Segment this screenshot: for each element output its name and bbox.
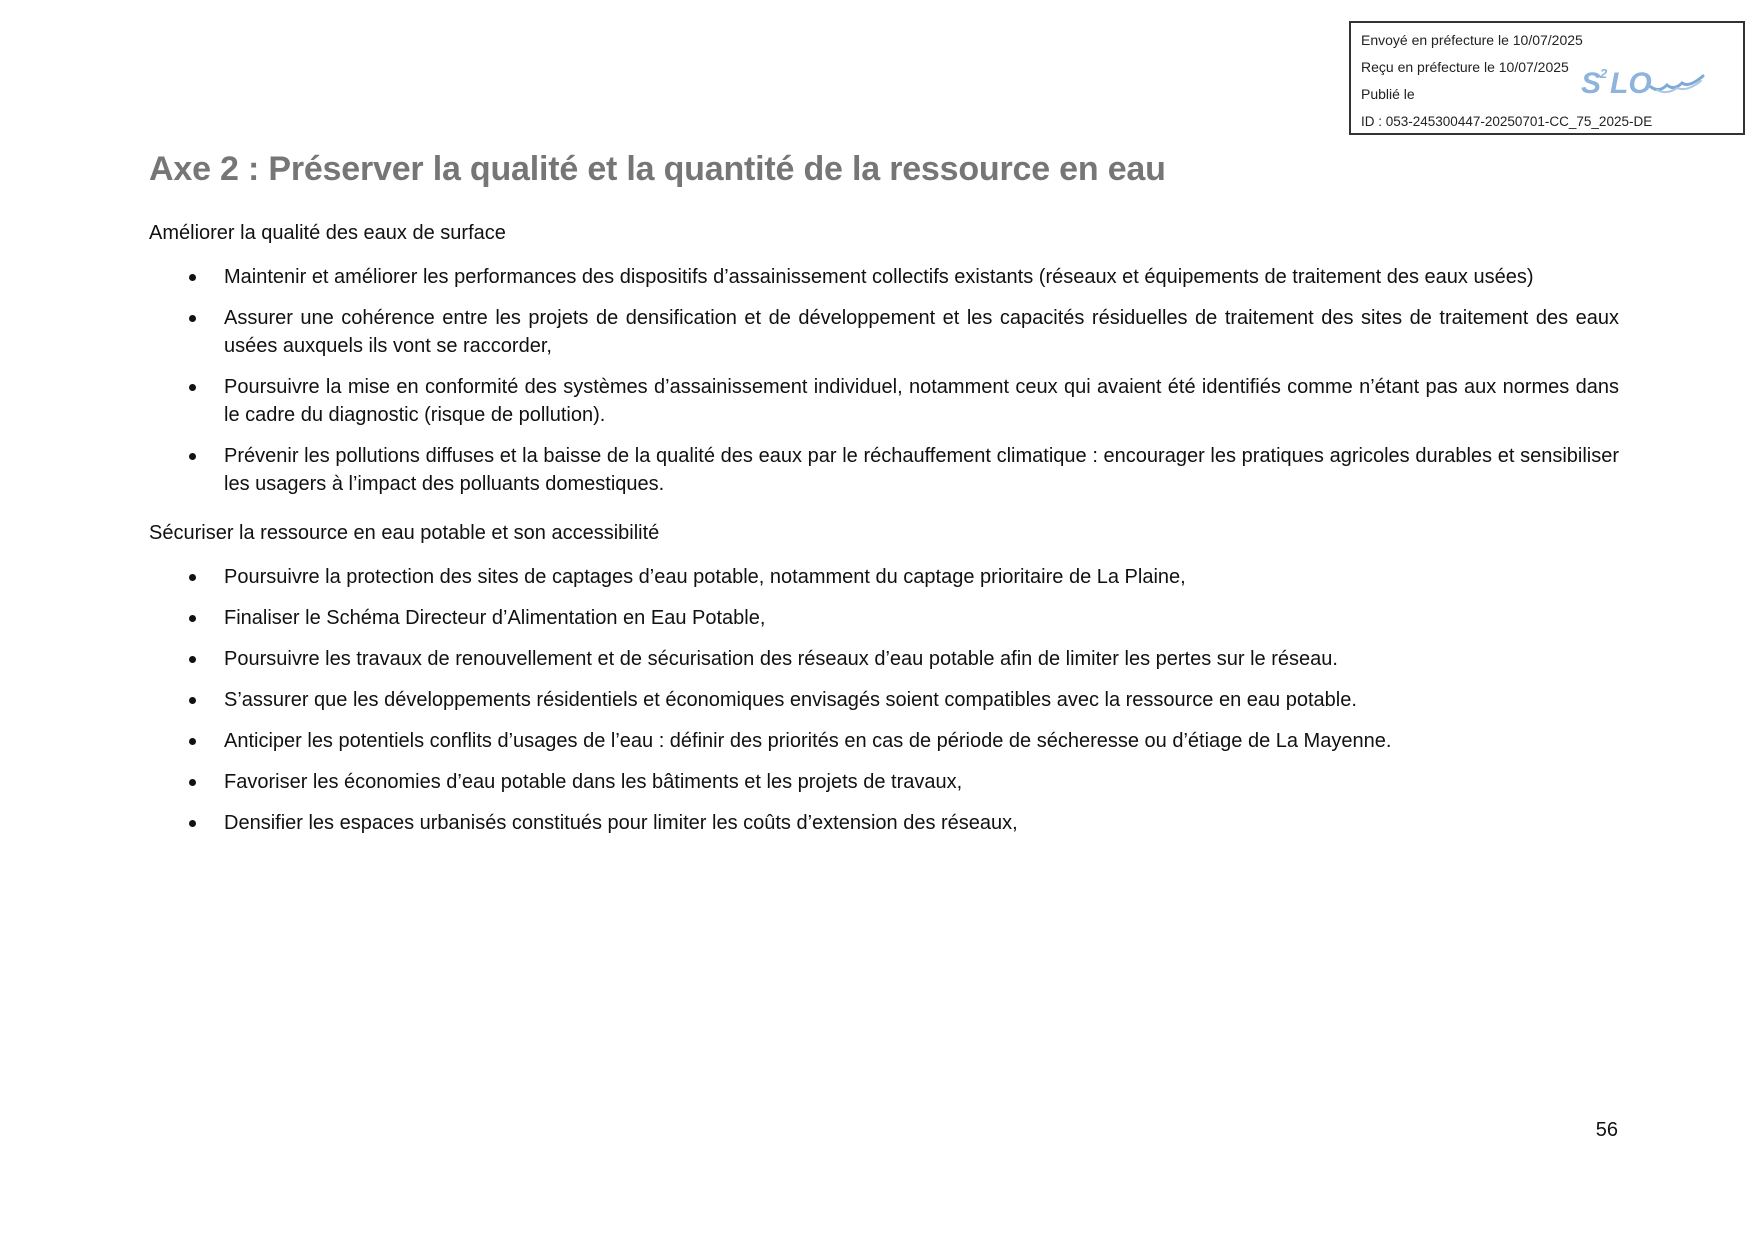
bullet-icon: [189, 574, 196, 581]
section-heading-drinking-water: Sécuriser la ressource en eau potable et son accessibilité: [149, 522, 660, 544]
bullet-icon: [189, 656, 196, 663]
list-item: [149, 563, 1619, 591]
list-item-text: S’assurer que les développements résidentiels et économiques envisagés soient compatibles avec la ressource en eau potable.: [224, 689, 1357, 711]
list-item: [149, 442, 1619, 498]
svg-text:S: S: [1581, 67, 1602, 100]
bullet-icon: [189, 453, 196, 460]
stamp-received-date: Reçu en préfecture le 10/07/2025: [1361, 59, 1569, 75]
list-item-text: Densifier les espaces urbanisés constitués pour limiter les coûts d’extension des réseaux,: [224, 812, 1018, 834]
s2lo-logo-icon: [1579, 63, 1709, 101]
section-heading-surface-water: Améliorer la qualité des eaux de surface: [149, 222, 506, 244]
stamp-published: Publié le: [1361, 86, 1415, 102]
page-number: 56: [1595, 1119, 1618, 1141]
bullet-list-drinking-water: [149, 563, 1619, 850]
list-item-text: Poursuivre la protection des sites de captages d’eau potable, notamment du captage prioritaire de La Plaine,: [224, 566, 1186, 588]
bullet-icon: [189, 384, 196, 391]
page-title: Axe 2 : Préserver la qualité et la quantité de la ressource en eau: [149, 150, 1166, 188]
list-item: [149, 604, 1619, 632]
list-item-text: Maintenir et améliorer les performances des dispositifs d’assainissement collectifs existants (réseaux et équipements de traitement des eaux usées): [224, 266, 1534, 288]
bullet-icon: [189, 697, 196, 704]
svg-text:2: 2: [1600, 66, 1608, 81]
list-item-text: Poursuivre les travaux de renouvellement et de sécurisation des réseaux d’eau potable afin de limiter les pertes sur le réseau.: [224, 648, 1338, 670]
list-item-text: Assurer une cohérence entre les projets de densification et de développement et les capacités résiduelles de traitement des sites de traitement des eaux usées auxquels ils vont se raccorder,: [224, 307, 1619, 357]
list-item-text: Finaliser le Schéma Directeur d’Alimentation en Eau Potable,: [224, 607, 766, 629]
list-item-text: Favoriser les économies d’eau potable dans les bâtiments et les projets de travaux,: [224, 771, 963, 793]
list-item-text: Prévenir les pollutions diffuses et la baisse de la qualité des eaux par le réchauffement climatique : encourager les pratiques agricoles durables et sensibiliser les usagers à l’impact des polluants domestiques.: [224, 445, 1619, 495]
bullet-icon: [189, 779, 196, 786]
list-item: [149, 645, 1619, 673]
bullet-icon: [189, 315, 196, 322]
stamp-sent-date: Envoyé en préfecture le 10/07/2025: [1361, 32, 1583, 48]
bullet-icon: [189, 274, 196, 281]
list-item: [149, 809, 1619, 837]
bullet-list-surface-water: [149, 263, 1619, 511]
bullet-icon: [189, 738, 196, 745]
bullet-icon: [189, 615, 196, 622]
list-item: [149, 768, 1619, 796]
list-item: [149, 727, 1619, 755]
list-item-text: Anticiper les potentiels conflits d’usages de l’eau : définir des priorités en cas de période de sécheresse ou d’étiage de La Mayenne.: [224, 730, 1392, 752]
list-item: [149, 373, 1619, 429]
list-item-text: Poursuivre la mise en conformité des systèmes d’assainissement individuel, notamment ceux qui avaient été identifiés comme n’étant pas aux normes dans le cadre du diagnostic (risque de pollution).: [224, 376, 1619, 426]
svg-text:LO: LO: [1610, 67, 1652, 100]
prefecture-stamp: [1349, 21, 1745, 135]
stamp-id: ID : 053-245300447-20250701-CC_75_2025-DE: [1361, 114, 1653, 129]
list-item: [149, 304, 1619, 360]
list-item: [149, 686, 1619, 714]
bullet-icon: [189, 820, 196, 827]
list-item: [149, 263, 1619, 291]
